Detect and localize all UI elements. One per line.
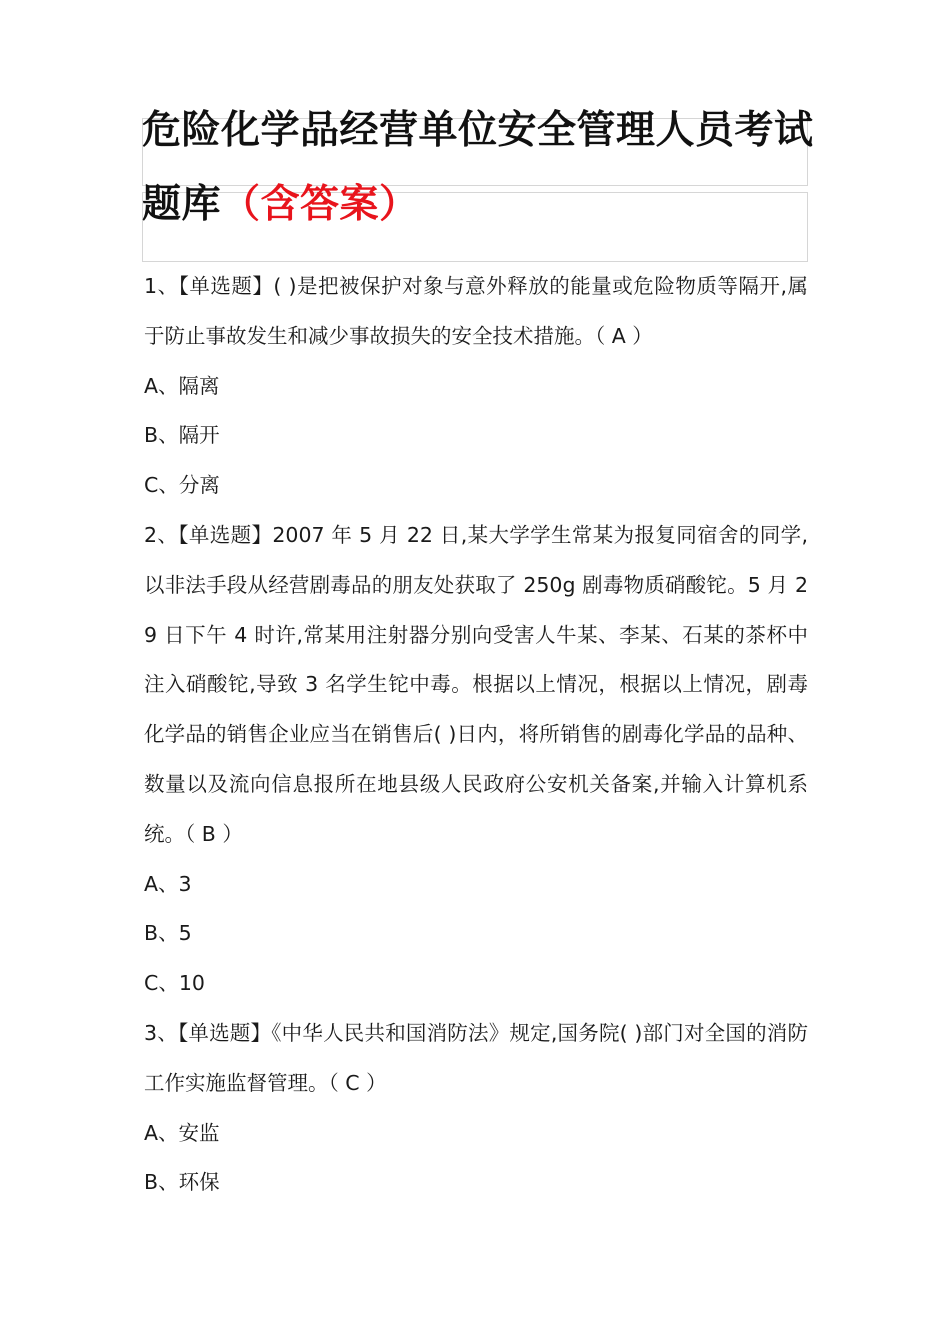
title-line-1: 危险化学品经营单位安全管理人员考试 xyxy=(142,108,814,153)
title-line-2 xyxy=(142,170,419,240)
question-2 xyxy=(144,511,808,1009)
question-option: A、3 xyxy=(144,871,192,896)
title-main-text: 题库 xyxy=(142,182,222,227)
question-stem: 2、【单选题】2007 年 5 月 22 日,某大学学生常某为报复同宿舍的同学,以非法手段从经营剧毒品的朋友处获取了 250g 剧毒物质硝酸铊。5 月 29 日下午 4 时许,常某用注射器分别向受害人牛某、李某、石某的茶杯中注入硝酸铊,导致 3 名学生铊中毒。根据以上情况，根据以上情况，剧毒化学品的销售企业应当在销售后( )日内，将所销售的剧毒化学品的品种、数量以及流向信息报所在地县级人民政府公安机关备案,并输入计算机系统。（ B ） xyxy=(144,522,808,846)
question-stem: 1、【单选题】( )是把被保护对象与意外释放的能量或危险物质等隔开,属于防止事故发生和减少事故损失的安全技术措施。（ A ） xyxy=(144,274,808,348)
question-option: C、分离 xyxy=(144,473,220,498)
question-option: C、10 xyxy=(144,971,205,996)
question-option: B、5 xyxy=(144,921,192,946)
question-option: A、安监 xyxy=(144,1120,220,1145)
question-3 xyxy=(144,1009,808,1208)
question-option: B、环保 xyxy=(144,1170,220,1195)
question-list xyxy=(144,262,808,1208)
title-accent-text: （含答案） xyxy=(221,182,419,227)
question-stem: 3、【单选题】《中华人民共和国消防法》规定,国务院( )部门对全国的消防工作实施监督管理。（ C ） xyxy=(144,1020,808,1095)
question-option: B、隔开 xyxy=(144,423,220,448)
question-1 xyxy=(144,262,808,511)
question-option: A、隔离 xyxy=(144,373,220,398)
